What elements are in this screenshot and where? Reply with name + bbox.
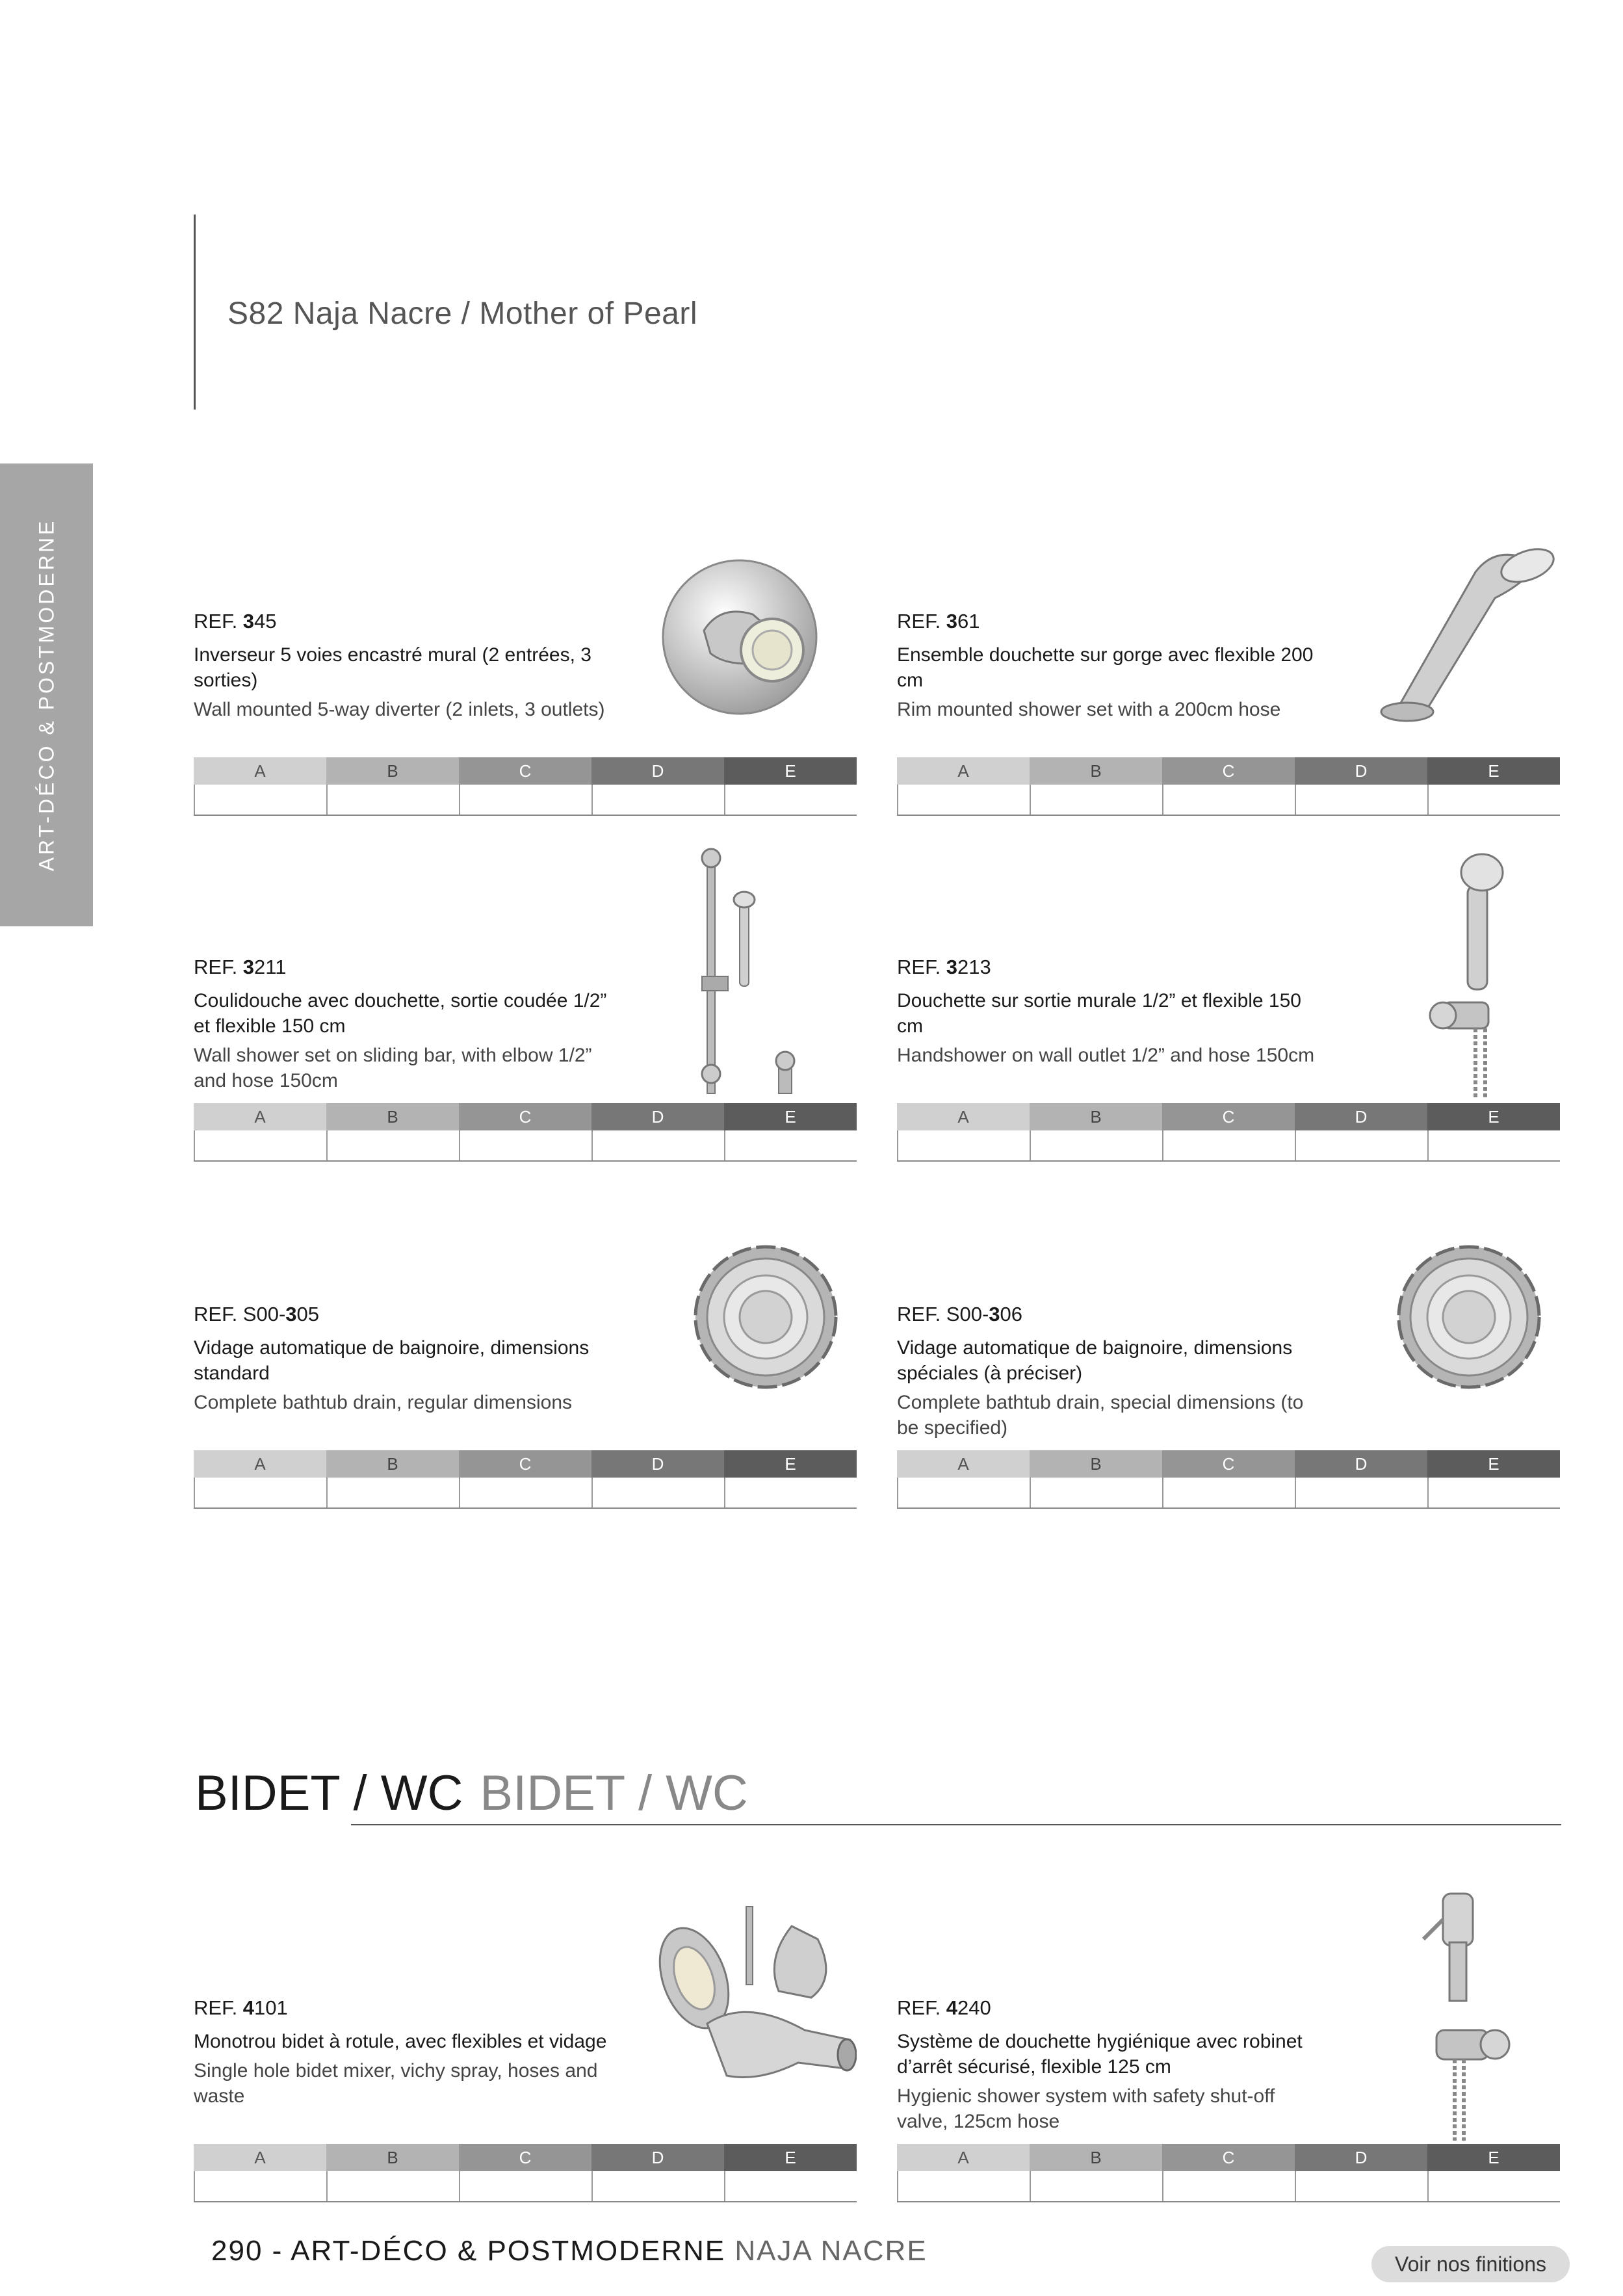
finish-col-b: B <box>1030 1103 1162 1130</box>
handshower-icon <box>1345 494 1560 754</box>
product-desc-fr: Coulidouche avec douchette, sortie coudée 1/2” et flexible 150 cm <box>194 990 607 1037</box>
finish-col-e: E <box>724 757 857 785</box>
product-card <box>897 1187 1560 1499</box>
product-desc-en: Complete bathtub drain, regular dimensions <box>194 1392 572 1413</box>
product-desc-fr: Inverseur 5 voies encastré mural (2 entrées, 3 sorties) <box>194 644 591 691</box>
finish-col-d: D <box>591 757 724 785</box>
finish-col-b: B <box>326 1450 459 1478</box>
product-ref: REF. 3213 <box>897 956 991 978</box>
product-desc-en: Rim mounted shower set with a 200cm hose <box>897 699 1281 720</box>
product-desc-en: Handshower on wall outlet 1/2” and hose 150cm <box>897 1045 1315 1066</box>
collection-title: S82 Naja Nacre / Mother of Pearl <box>227 296 697 331</box>
product-card <box>897 1881 1560 2193</box>
product-desc-en: Complete bathtub drain, special dimensions (to be specified) <box>897 1392 1304 1439</box>
finish-col-d: D <box>591 1103 724 1130</box>
product-ref: REF. 345 <box>194 610 277 633</box>
finish-col-d: D <box>591 1450 724 1478</box>
finish-col-b: B <box>1030 1450 1162 1478</box>
product-card <box>897 840 1560 1152</box>
finish-table <box>194 757 857 816</box>
finish-col-e: E <box>724 1103 857 1130</box>
product-card <box>194 494 857 806</box>
product-desc-fr: Vidage automatique de baignoire, dimensions standard <box>194 1337 590 1384</box>
product-ref: REF. S00-306 <box>897 1303 1023 1325</box>
finish-table <box>897 757 1560 816</box>
finish-col-a: A <box>897 1450 1030 1478</box>
finish-col-c: C <box>1162 1103 1295 1130</box>
finish-col-c: C <box>459 1103 591 1130</box>
finish-col-c: C <box>459 757 591 785</box>
finish-col-a: A <box>194 757 326 785</box>
product-ref: REF. 3211 <box>194 956 287 978</box>
product-desc-en: Single hole bidet mixer, vichy spray, hoses and waste <box>194 2060 598 2107</box>
finish-col-d: D <box>1295 1450 1427 1478</box>
finish-table <box>194 2144 857 2202</box>
sliding-bar-icon <box>642 840 857 1100</box>
finish-col-e: E <box>724 1450 857 1478</box>
finitions-button[interactable]: Voir nos finitions <box>1371 2246 1570 2282</box>
product-text <box>194 610 616 722</box>
hygienic-shower-icon <box>1345 1881 1560 2141</box>
finish-table <box>194 1450 857 1509</box>
section-title: BIDET / WC BIDET / WC <box>195 1766 748 1821</box>
finish-table <box>194 1103 857 1162</box>
section-rule <box>351 1824 1561 1825</box>
finish-col-a: A <box>897 757 1030 785</box>
finish-col-c: C <box>1162 757 1295 785</box>
product-desc-fr: Système de douchette hygiénique avec robinet d’arrêt sécurisé, flexible 125 cm <box>897 2031 1303 2078</box>
product-ref: REF. 361 <box>897 610 980 633</box>
product-card <box>897 494 1560 806</box>
product-card <box>194 1187 857 1499</box>
header-rule <box>194 215 196 410</box>
product-card <box>194 840 857 1152</box>
product-desc-fr: Monotrou bidet à rotule, avec flexibles et vidage <box>194 2031 607 2052</box>
finish-table <box>897 2144 1560 2202</box>
product-desc-en: Wall mounted 5-way diverter (2 inlets, 3 outlets) <box>194 699 605 720</box>
product-desc-fr: Vidage automatique de baignoire, dimensions spéciales (à préciser) <box>897 1337 1293 1384</box>
finish-col-e: E <box>1427 1450 1560 1478</box>
product-text <box>897 956 1319 1068</box>
product-text <box>194 956 616 1093</box>
product-desc-en: Wall shower set on sliding bar, with elbow 1/2” and hose 150cm <box>194 1045 592 1091</box>
bidet-mixer-icon <box>642 1881 857 2141</box>
finish-table <box>897 1103 1560 1162</box>
finish-col-d: D <box>591 2144 724 2171</box>
finish-col-a: A <box>194 2144 326 2171</box>
side-tab-label: ART-DÉCO & POSTMODERNE <box>34 518 58 872</box>
finish-col-a: A <box>897 2144 1030 2171</box>
finish-col-e: E <box>1427 2144 1560 2171</box>
finish-col-b: B <box>1030 757 1162 785</box>
product-desc-fr: Douchette sur sortie murale 1/2” et flexible 150 cm <box>897 990 1301 1037</box>
product-text <box>194 1996 616 2109</box>
finish-col-b: B <box>326 1103 459 1130</box>
wall-handshower-icon <box>1345 840 1560 1100</box>
product-ref: REF. S00-305 <box>194 1303 320 1325</box>
finish-col-a: A <box>194 1450 326 1478</box>
page-number: 290 <box>211 2235 263 2267</box>
product-ref: REF. 4240 <box>897 1996 991 2019</box>
finish-col-c: C <box>1162 2144 1295 2171</box>
product-text <box>194 1303 616 1415</box>
finish-col-b: B <box>1030 2144 1162 2171</box>
finish-col-d: D <box>1295 2144 1427 2171</box>
finish-col-b: B <box>326 2144 459 2171</box>
footer-collection: ART-DÉCO & POSTMODERNE <box>291 2235 726 2267</box>
product-desc-fr: Ensemble douchette sur gorge avec flexible 200 cm <box>897 644 1314 691</box>
footer-model: NAJA NACRE <box>734 2235 928 2267</box>
finish-col-c: C <box>459 1450 591 1478</box>
finish-col-c: C <box>459 2144 591 2171</box>
side-tab <box>0 463 93 926</box>
finish-col-e: E <box>1427 1103 1560 1130</box>
product-text <box>897 610 1319 722</box>
product-ref: REF. 4101 <box>194 1996 288 2019</box>
page-footer: 290 - ART-DÉCO & POSTMODERNE NAJA NACRE <box>211 2235 928 2267</box>
finish-col-d: D <box>1295 1103 1427 1130</box>
finish-col-c: C <box>1162 1450 1295 1478</box>
finish-table <box>897 1450 1560 1509</box>
product-card <box>194 1881 857 2193</box>
product-text <box>897 1996 1319 2134</box>
finish-col-d: D <box>1295 757 1427 785</box>
finish-col-a: A <box>194 1103 326 1130</box>
finish-col-b: B <box>326 757 459 785</box>
product-text <box>897 1303 1319 1441</box>
finish-col-e: E <box>1427 757 1560 785</box>
drain-icon <box>642 1187 857 1447</box>
product-desc-en: Hygienic shower system with safety shut-off valve, 125cm hose <box>897 2085 1275 2132</box>
diverter-icon <box>642 494 857 754</box>
drain-icon <box>1345 1187 1560 1447</box>
finish-col-e: E <box>724 2144 857 2171</box>
finish-col-a: A <box>897 1103 1030 1130</box>
